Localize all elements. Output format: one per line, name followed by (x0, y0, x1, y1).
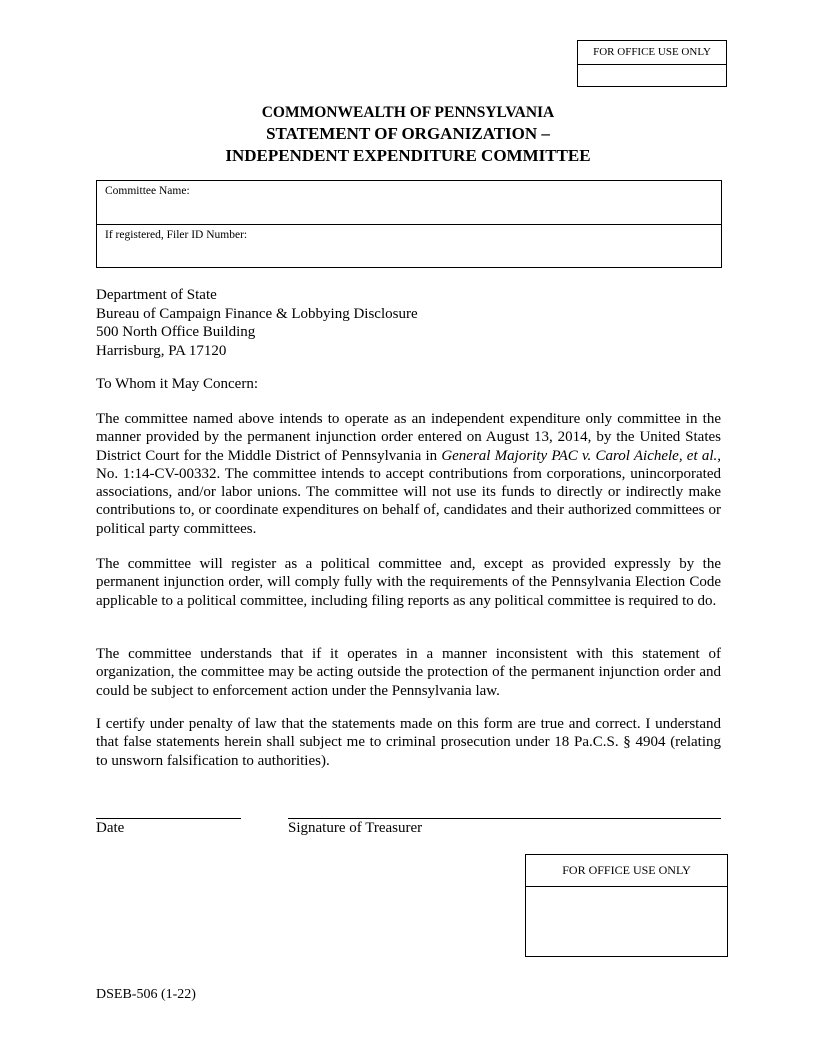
paragraph-registration: The committee will register as a political committee and, except as provided expressly by the permanent injunction order, will comply fully with the requirements of the Pennsylvania Election Code applicable to a political committee, including filing reports as any political committee is required to do. (96, 556, 721, 609)
paragraph-intent-part1: The committee named above intends to operate as an independent expenditure only committee in the manner provided by the permanent injunction order entered on August 13, 2014, by the United States District Court for the Middle District of Pennsylvania in (96, 411, 721, 464)
address-line-4: Harrisburg, PA 17120 (96, 342, 227, 359)
address-line-2: Bureau of Campaign Finance & Lobbying Disclosure (96, 305, 418, 322)
header-committee-type: INDEPENDENT EXPENDITURE COMMITTEE (225, 146, 591, 165)
date-label: Date (96, 820, 125, 836)
address-line-1: Department of State (96, 287, 217, 303)
case-name: General Majority PAC v. Carol Aichele, et al. (441, 447, 718, 464)
paragraph-certification: I certify under penalty of law that the statements made on this form are true and correct. I understand that false statements herein shall subject me to criminal prosecution under 18 Pa.C.S. § 4904 (relating to unsworn falsification to authorities). (96, 716, 721, 769)
header-commonwealth: COMMONWEALTH OF PENNSYLVANIA (261, 104, 555, 121)
address-line-3: 500 North Office Building (96, 324, 256, 340)
filer-id-label: If registered, Filer ID Number: (105, 229, 248, 241)
office-use-box-top (577, 40, 727, 87)
filer-id-field[interactable] (97, 225, 721, 268)
committee-info-box (96, 180, 722, 268)
office-use-label-bottom: FOR OFFICE USE ONLY (526, 855, 727, 887)
recipient-address (96, 286, 418, 360)
header-statement-title: STATEMENT OF ORGANIZATION – (266, 124, 550, 143)
salutation: To Whom it May Concern: (96, 376, 258, 392)
office-use-label-top: FOR OFFICE USE ONLY (578, 41, 726, 65)
treasurer-signature-label: Signature of Treasurer (288, 820, 423, 836)
paragraph-intent-part2: , No. 1:14-CV-00332. The committee intends to accept contributions from corporations, unincorporated associations, and/or labor unions. The committee will not use its funds to directly or indirectly make contributions to, or coordinate expenditures on behalf of, candidates and their authorized committees or political party committees. (96, 447, 721, 537)
form-number: DSEB-506 (1-22) (96, 987, 196, 1002)
office-use-box-bottom (525, 854, 728, 957)
committee-name-label: Committee Name: (105, 185, 190, 197)
committee-name-field[interactable] (97, 181, 721, 225)
date-input-line[interactable] (96, 818, 241, 819)
signature-input-line[interactable] (288, 818, 721, 819)
paragraph-understanding: The committee understands that if it operates in a manner inconsistent with this statement of organization, the committee may be acting outside the protection of the permanent injunction order and could be subject to enforcement action under the Pennsylvania law. (96, 646, 721, 699)
paragraph-intent (96, 410, 721, 538)
